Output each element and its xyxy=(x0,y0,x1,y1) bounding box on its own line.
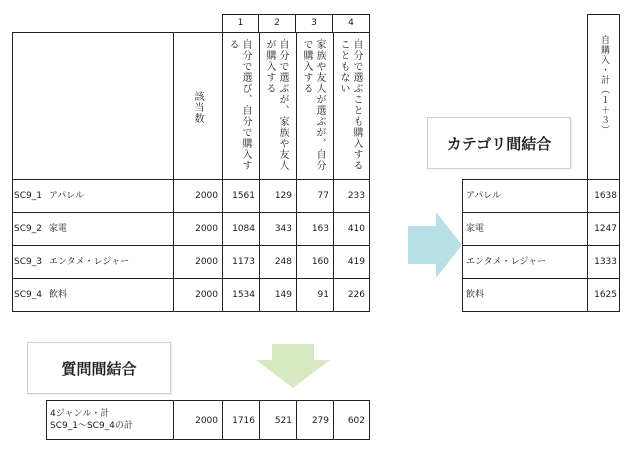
row-value-2: 248 xyxy=(259,246,296,279)
header-option-1 xyxy=(222,32,259,180)
row-value-1: 1534 xyxy=(222,279,259,312)
row-name: 飲料 xyxy=(46,279,173,312)
row-value-1: 1173 xyxy=(222,246,259,279)
row-value-1: 1561 xyxy=(222,180,259,213)
col-number-3: 3 xyxy=(296,14,333,32)
header-option-3 xyxy=(296,32,333,180)
category-row-value: 1247 xyxy=(587,213,620,246)
row-value-4: 419 xyxy=(333,246,370,279)
row-count: 2000 xyxy=(173,180,222,213)
right-arrow-icon xyxy=(408,212,462,278)
row-count: 2000 xyxy=(173,213,222,246)
total-row-value-4: 602 xyxy=(333,400,370,440)
row-name: 家電 xyxy=(46,213,173,246)
count-header: 該当数 xyxy=(192,91,203,124)
row-value-3: 160 xyxy=(296,246,333,279)
row-code: SC9_3 xyxy=(12,246,46,279)
header-option-4 xyxy=(333,32,370,180)
header-count-cell xyxy=(173,32,222,180)
total-row-value-1: 1716 xyxy=(222,400,259,440)
row-count: 2000 xyxy=(173,279,222,312)
category-header-cell xyxy=(587,14,620,180)
header-blank xyxy=(12,32,173,180)
row-code: SC9_1 xyxy=(12,180,46,213)
category-row-name: アパレル xyxy=(462,180,587,213)
row-code: SC9_2 xyxy=(12,213,46,246)
col-number-4: 4 xyxy=(333,14,370,32)
total-row-count: 2000 xyxy=(173,400,222,440)
row-value-2: 129 xyxy=(259,180,296,213)
down-arrow-icon xyxy=(256,344,330,388)
category-row-value: 1638 xyxy=(587,180,620,213)
total-row-sublabel: SC9_1～SC9_4の計 xyxy=(50,421,133,431)
col-number-2: 2 xyxy=(259,14,296,32)
row-name: エンタメ・レジャー xyxy=(46,246,173,279)
col-number-1: 1 xyxy=(222,14,259,32)
option-header-2: 自分で選ぶが、家族や友人が購入する xyxy=(264,39,288,171)
row-value-3: 77 xyxy=(296,180,333,213)
category-join-label: カテゴリ間結合 xyxy=(427,117,571,169)
row-value-4: 233 xyxy=(333,180,370,213)
total-row-label: 4ジャンル・計 xyxy=(50,409,110,419)
category-header: 自購入・計（１＋３） xyxy=(599,35,609,135)
row-value-4: 410 xyxy=(333,213,370,246)
total-row-label-cell xyxy=(46,400,173,440)
question-join-label: 質問間結合 xyxy=(27,342,171,394)
row-value-3: 163 xyxy=(296,213,333,246)
total-row-value-3: 279 xyxy=(296,400,333,440)
header-option-2 xyxy=(259,32,296,180)
category-row-value: 1333 xyxy=(587,246,620,279)
category-row-name: 家電 xyxy=(462,213,587,246)
total-row-value-2: 521 xyxy=(259,400,296,440)
row-count: 2000 xyxy=(173,246,222,279)
row-value-1: 1084 xyxy=(222,213,259,246)
category-row-name: エンタメ・レジャー xyxy=(462,246,587,279)
row-value-2: 343 xyxy=(259,213,296,246)
row-name: アパレル xyxy=(46,180,173,213)
row-value-3: 91 xyxy=(296,279,333,312)
row-value-4: 226 xyxy=(333,279,370,312)
option-header-1: 自分で選び、自分で購入する xyxy=(227,39,251,171)
category-row-name: 飲料 xyxy=(462,279,587,312)
row-value-2: 149 xyxy=(259,279,296,312)
row-code: SC9_4 xyxy=(12,279,46,312)
option-header-3: 家族や友人が選ぶが、自分で購入する xyxy=(301,39,325,171)
category-row-value: 1625 xyxy=(587,279,620,312)
option-header-4: 自分で選ぶことも購入することもない xyxy=(338,39,362,171)
